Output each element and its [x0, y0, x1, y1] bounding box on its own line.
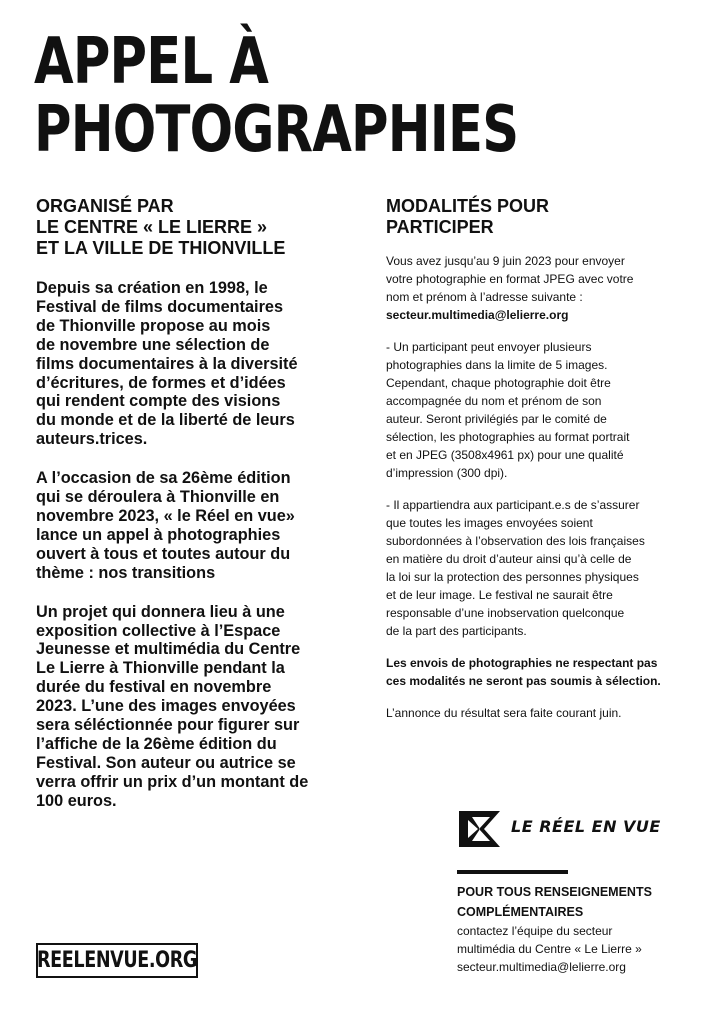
results-announcement	[386, 704, 691, 722]
text-line: Cependant, chaque photographie doit être	[386, 376, 611, 390]
deadline-paragraph	[386, 252, 691, 324]
text-line: du monde et de la liberté de leurs	[36, 411, 295, 430]
divider	[457, 870, 568, 874]
heading-line: POUR TOUS RENSEIGNEMENTS	[457, 885, 652, 899]
contact-line: multimédia du Centre « Le Lierre »	[457, 942, 642, 956]
title-line: APPEL À	[34, 25, 269, 99]
text-line: Le Lierre à Thionville pendant la	[36, 659, 285, 678]
text-line: durée du festival en novembre	[36, 678, 272, 697]
festival-logo	[459, 808, 669, 850]
text-line: et de leur image. Le festival ne saurait être	[386, 588, 613, 602]
text-line: qui rendent compte des visions	[36, 392, 281, 411]
text-line: que toutes les images envoyées soient	[386, 516, 593, 530]
text-line: A l’occasion de sa 26ème édition	[36, 469, 291, 488]
text-line: qui se déroulera à Thionville en	[36, 488, 280, 507]
contact-email: secteur.multimedia@lelierre.org	[457, 960, 626, 974]
text-line: Festival. Son auteur ou autrice se	[36, 753, 296, 772]
text-line: et en JPEG (3508x4961 px) pour une qualité	[386, 448, 624, 462]
text-line: auteurs.trices.	[36, 430, 148, 449]
text-line: - Il appartiendra aux participant.e.s de s’assurer	[386, 498, 640, 512]
text-line: verra offrir un prix d’un montant de	[36, 772, 309, 791]
text-line: nom et prénom à l’adresse suivante :	[386, 290, 583, 304]
text-line: Festival de films documentaires	[36, 297, 284, 316]
text-line: votre photographie en format JPEG avec votre	[386, 272, 634, 286]
text-line: responsable d’une inobservation quelconque	[386, 606, 625, 620]
text-line: en matière du droit d’auteur ainsi qu’à celle de	[386, 552, 632, 566]
text-line: la loi sur la protection des personnes physiques	[386, 570, 639, 584]
text-line: Jeunesse et multimédia du Centre	[36, 640, 301, 659]
text-line: films documentaires à la diversité	[36, 354, 298, 373]
text-line: d’écritures, de formes et d’idées	[36, 373, 286, 392]
modalities-heading	[386, 196, 691, 238]
text-line: sélection, les photographies au format portrait	[386, 430, 630, 444]
website-url: REELENVUE.ORG	[37, 948, 197, 973]
text-line: Un projet qui donnera lieu à une	[36, 602, 285, 621]
text-line: subordonnées à l’observation des lois françaises	[386, 534, 645, 548]
submission-email: secteur.multimedia@lelierre.org	[386, 308, 569, 322]
page-title	[34, 25, 519, 167]
text-line: d’impression (300 dpi).	[386, 466, 508, 480]
heading-line: COMPLÉMENTAIRES	[457, 905, 584, 919]
title-line: PHOTOGRAPHIES	[34, 93, 519, 167]
text-line: - Un participant peut envoyer plusieurs	[386, 340, 592, 354]
text-line: Depuis sa création en 1998, le	[36, 279, 268, 297]
rejection-notice	[386, 654, 691, 690]
festival-intro-paragraph	[36, 279, 366, 449]
contact-heading	[457, 882, 687, 922]
text-line: Les envois de photographies ne respectant pas	[386, 656, 658, 670]
organizer-heading	[36, 196, 366, 259]
contact-info	[457, 882, 687, 976]
text-line: de la part des participants.	[386, 624, 527, 638]
text-line: auteur. Seront privilégiés par le comité de	[386, 412, 607, 426]
text-line: l’affiche de la 26ème édition du	[36, 734, 277, 753]
contact-line: contactez l’équipe du secteur	[457, 924, 613, 938]
heading-line: PARTICIPER	[386, 217, 494, 237]
heading-line: LE CENTRE « LE LIERRE »	[36, 217, 268, 237]
right-column	[386, 196, 691, 736]
participant-limit-paragraph	[386, 338, 691, 482]
heading-line: ORGANISÉ PAR	[36, 196, 174, 216]
text-line: 2023. L’une des images envoyées	[36, 697, 296, 716]
text-line: thème : nos transitions	[36, 563, 216, 582]
text-line: ouvert à tous et toutes autour du	[36, 544, 291, 563]
text-line: ces modalités ne seront pas soumis à sélection.	[386, 674, 661, 688]
left-column	[36, 196, 366, 811]
text-line: lance un appel à photographies	[36, 525, 281, 544]
edition-paragraph	[36, 469, 366, 582]
project-paragraph	[36, 603, 366, 811]
text-line: 100 euros.	[36, 791, 117, 810]
text-line: Vous avez jusqu’au 9 juin 2023 pour envoyer	[386, 254, 625, 268]
text-line: photographies dans la limite de 5 images.	[386, 358, 608, 372]
copyright-paragraph	[386, 496, 691, 640]
heading-line: MODALITÉS POUR	[386, 196, 550, 216]
text-line: de Thionville propose au mois	[36, 316, 271, 335]
text-line: de novembre une sélection de	[36, 335, 270, 354]
text-line: novembre 2023, « le Réel en vue»	[36, 506, 295, 525]
text-line: accompagnée du nom et prénom de son	[386, 394, 602, 408]
heading-line: ET LA VILLE DE THIONVILLE	[36, 238, 286, 258]
logo-text: LE RÉEL EN VUE	[511, 817, 661, 836]
film-frame-arrow-icon	[459, 808, 501, 850]
text-line: exposition collective à l’Espace	[36, 621, 281, 640]
text-line: L’annonce du résultat sera faite courant juin.	[386, 706, 622, 720]
website-box	[36, 943, 198, 978]
text-line: sera séléctionnée pour figurer sur	[36, 716, 300, 735]
modalities-body	[386, 252, 691, 722]
